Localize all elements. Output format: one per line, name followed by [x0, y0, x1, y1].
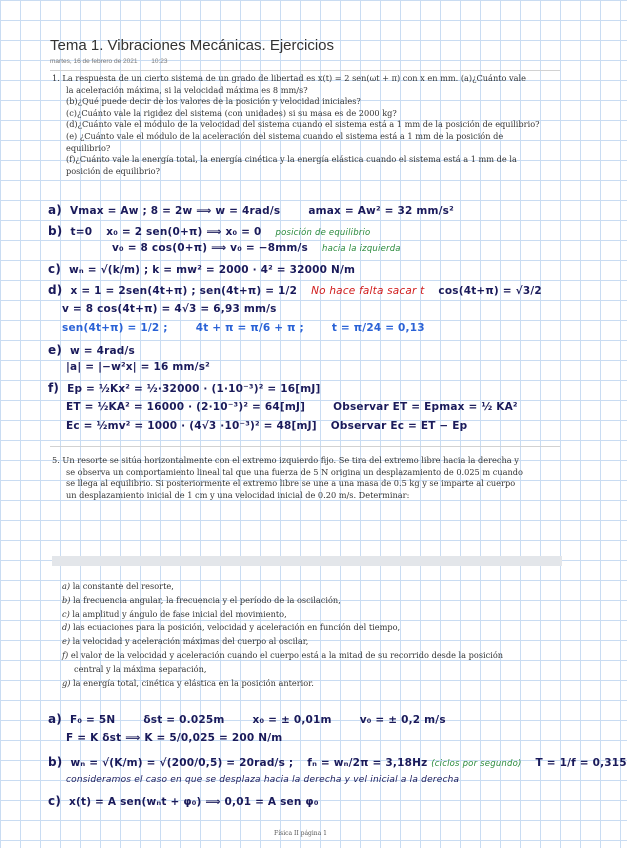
answer-note: posición de equilibrio — [275, 228, 371, 238]
answer-eq: v₀ = 8 cos(0+π) ⟹ v₀ = −8mm/s — [112, 242, 308, 254]
page-date — [50, 58, 180, 65]
answer-note: consideramos el caso en que se desplaza hacia la derecha y vel inicial a la derecha — [66, 775, 460, 785]
answer-1e-accel — [66, 361, 210, 373]
page-footer: Física II página 1 — [274, 830, 327, 837]
answer-eq: F = K δst ⟹ K = 5/0,025 = 200 N/m — [66, 732, 283, 744]
answer-5b — [48, 755, 627, 769]
problem-5-line: 5. Un resorte se sitúa horizontalmente con el extremo izquierdo fijo. Se tira del extremo libre hacia la derecha y — [52, 455, 519, 465]
answer-1d — [48, 283, 542, 297]
answer-eq: amax = Aw² = 32 mm/s² — [308, 205, 454, 217]
list-item: c) la amplitud y ángulo de fase inicial del movimiento, — [62, 608, 287, 619]
answer-eq: ET = ½KA² = 16000 · (2·10⁻³)² = 64[mJ] — [66, 401, 306, 413]
answer-eq: Vmax = Aw ; 8 = 2w ⟹ w = 4rad/s — [69, 205, 281, 217]
answer-note: No hace falta sacar t — [311, 285, 425, 297]
answer-eq: fₙ = wₙ/2π = 3,18Hz — [307, 757, 428, 769]
answer-obs: Observar Ec = ET − Ep — [330, 420, 468, 432]
answer-eq: |a| = |−w²x| = 16 mm/s² — [66, 361, 210, 373]
answer-eq: δst = 0.025m — [143, 714, 225, 726]
answer-eq: sen(4t+π) = 1/2 ; — [62, 322, 168, 334]
answer-note: (ciclos por segundo) — [431, 759, 522, 769]
answer-5a-k — [66, 732, 282, 744]
answer-label: b) — [48, 755, 63, 769]
problem-1-line: 1. La respuesta de un cierto sistema de un grado de libertad es x(t) = 2 sen(ωt + π) con x en mm. (a)¿Cuánto vale — [52, 73, 527, 83]
answer-5a — [48, 712, 446, 726]
answer-label: f) — [48, 381, 60, 395]
answer-1f-total — [66, 401, 518, 413]
answer-1b-velocity — [112, 242, 401, 254]
answer-5b-note — [66, 775, 459, 785]
answer-label: b) — [48, 224, 63, 238]
answer-eq: v₀ = ± 0,2 m/s — [359, 714, 446, 726]
date-text: martes, 16 de febrero de 2021 — [50, 58, 138, 65]
answer-5c — [48, 794, 319, 808]
answer-eq: x₀ = ± 0,01m — [252, 714, 332, 726]
problem-1-line: (e) ¿Cuánto vale el módulo de la aceleración del sistema cuando el sistema está a 1 mm de la posición de — [66, 130, 504, 141]
problem-1-line: (c)¿Cuánto vale la rigidez del sistema (con unidades) si su masa es de 2000 kg? — [66, 107, 397, 118]
problem-5-line: un desplazamiento inicial de 1 cm y una velocidad inicial de 0.20 m/s. Determinar: — [66, 489, 410, 500]
answer-1c — [48, 262, 355, 276]
answer-note: hacia la izquierda — [322, 244, 401, 254]
answer-1d-velocity — [62, 303, 277, 315]
time-text: 10:23 — [151, 58, 168, 65]
problem-1-line: posición de equilibrio? — [66, 165, 160, 176]
answer-1b — [48, 224, 370, 238]
problem-5-line: se observa un comportamiento lineal tal que una fuerza de 5 N origina un desplazamiento de 0.025 m cuando — [66, 466, 523, 477]
answer-eq: F₀ = 5N — [69, 714, 116, 726]
list-item: central y la máxima separación, — [74, 663, 207, 674]
answer-eq: t=0 — [70, 226, 93, 238]
answer-eq: wₙ = √(K/m) = √(200/0,5) = 20rad/s ; — [70, 757, 294, 769]
answer-1f — [48, 381, 321, 395]
problem-1-line: equilibrio? — [66, 142, 111, 153]
answer-eq: x₀ = 2 sen(0+π) ⟹ x₀ = 0 — [106, 226, 262, 238]
answer-1a — [48, 203, 454, 217]
list-item: e) la velocidad y aceleración máximas del cuerpo al oscilar, — [62, 636, 309, 647]
answer-label: c) — [48, 262, 61, 276]
answer-eq: x = 1 = 2sen(4t+π) ; sen(4t+π) = 1/2 — [70, 285, 298, 297]
list-item: b) la frecuencia angular, la frecuencia y el período de la oscilación, — [62, 594, 341, 605]
list-item: d) las ecuaciones para la posición, velocidad y aceleración en función del tiempo, — [62, 622, 401, 633]
header-divider — [50, 70, 560, 71]
problem-5-items — [62, 580, 562, 690]
answer-1d-time — [62, 322, 425, 334]
answer-label: c) — [48, 794, 61, 808]
answer-label: a) — [48, 712, 62, 726]
answer-eq: T = 1/f = 0,315 — [535, 757, 627, 769]
answer-1f-kinetic — [66, 420, 467, 432]
problem-1-line: (f)¿Cuánto vale la energía total, la energía cinética y la energía elástica cuando el sistema está a 1 mm de la — [66, 154, 517, 165]
problem-5-statement — [52, 455, 562, 501]
section-divider — [50, 446, 560, 447]
answer-eq: v = 8 cos(4t+π) = 4√3 = 6,93 mm/s — [62, 303, 277, 315]
answer-eq: w = 4rad/s — [70, 345, 136, 357]
answer-label: e) — [48, 343, 63, 357]
problem-1-statement — [52, 73, 562, 177]
problem-1-line: la aceleración máxima, si la velocidad máxima es 8 mm/s? — [66, 84, 308, 95]
answer-eq: t = π/24 = 0,13 — [331, 322, 425, 334]
answer-eq: x(t) = A sen(wₙt + φ₀) ⟹ 0,01 = A sen φ₀ — [69, 796, 319, 808]
answer-1e — [48, 343, 135, 357]
problem-1-line: (b)¿Qué puede decir de los valores de la posición y velocidad iniciales? — [66, 96, 361, 107]
answer-eq: Ep = ½Kx² = ½·32000 · (1·10⁻³)² = 16[mJ] — [67, 383, 321, 395]
image-strip — [52, 556, 562, 566]
answer-label: a) — [48, 203, 62, 217]
answer-obs: Observar ET = Epmax = ½ KA² — [333, 401, 518, 413]
page-title: Tema 1. Vibraciones Mecánicas. Ejercicios — [50, 37, 335, 54]
answer-eq: Ec = ½mv² = 1000 · (4√3 ·10⁻³)² = 48[mJ] — [66, 420, 317, 432]
problem-1-line: (d)¿Cuánto vale el módulo de la velocidad del sistema cuando el sistema está a 1 mm de la posición de equilibrio? — [66, 119, 540, 130]
list-item: a) la constante del resorte, — [62, 581, 174, 591]
list-item: g) la energía total, cinética y elástica en la posición anterior. — [62, 677, 314, 688]
answer-eq: wₙ = √(k/m) ; k = mw² = 2000 · 4² = 32000 N/m — [69, 264, 356, 276]
answer-eq: cos(4t+π) = √3/2 — [438, 285, 542, 297]
problem-5-line: se llega al equilibrio. Si posteriormente el extremo libre se une a una masa de 0.5 kg y se imparte al cuerpo — [66, 478, 516, 489]
list-item: f) el valor de la velocidad y aceleración cuando el cuerpo está a la mitad de su recorrido desde la posición — [62, 649, 504, 660]
answer-eq: 4t + π = π/6 + π ; — [195, 322, 304, 334]
answer-label: d) — [48, 283, 63, 297]
